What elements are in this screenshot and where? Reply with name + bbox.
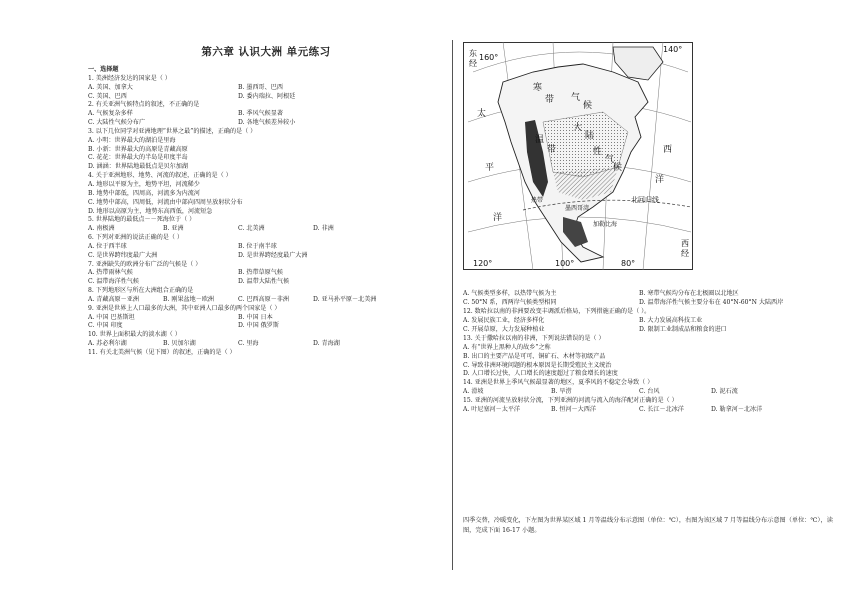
- map-label: 陆: [585, 131, 595, 141]
- answer-option: C. 是世界跨纬度最广大洲: [88, 251, 158, 259]
- question-line: [463, 351, 835, 360]
- answer-option: D. 非洲: [313, 225, 334, 233]
- answer-option: C. 巴西高原－非洲: [238, 295, 289, 303]
- question-line: [88, 303, 444, 312]
- question-text: C. 地势中部高，四周低，河流由中部向四周呈放射状分布: [88, 198, 243, 206]
- right-column: [463, 288, 835, 413]
- question-line: [463, 306, 835, 315]
- question-text: 10. 世界上面积最大的淡水湖（ ）: [88, 331, 181, 339]
- map-label: 大: [573, 123, 583, 133]
- question-line: [88, 99, 444, 108]
- question-text: 9. 亚洲是世界上人口最多的大洲，其中亚洲人口最多的两个国家是（ ）: [88, 304, 281, 312]
- answer-option: C. 长江－北冰洋: [639, 406, 684, 414]
- answer-option: C. 温带海洋性气候: [88, 278, 139, 286]
- answer-option: D. 泥石流: [711, 388, 738, 396]
- question-text: 7. 亚洲缺失的欧洲分布广泛的气候是（ ）: [88, 260, 202, 268]
- question-line: [88, 259, 444, 268]
- map-label: 140°: [663, 45, 683, 54]
- question-line: [88, 73, 444, 82]
- question-text: 12. 数哈拉以南的非洲要改变丰调派后格局，下列措施正确的是（ ）。: [463, 307, 651, 315]
- question-line: [88, 135, 444, 144]
- question-text: A. 地形以平原为主，地势平坦，河流稀少: [88, 180, 200, 188]
- map-label: 加勒比海: [593, 221, 618, 228]
- answer-option: C. 开展草原，大力发展种植业: [463, 325, 545, 333]
- map-label: 西: [681, 239, 689, 248]
- question-line: [88, 161, 444, 170]
- question-line: [463, 386, 835, 395]
- map-label: 洋: [655, 175, 665, 185]
- question-text: 5. 世界陆地的最低点－－死海位于（ ）: [88, 216, 196, 224]
- answer-option: A. 中国 巴基斯坦: [88, 313, 135, 321]
- question-line: [88, 267, 444, 276]
- question-text: A. 有“世界上黑种人的故乡”之称: [463, 343, 551, 351]
- answer-option: D. 青海湖: [313, 340, 340, 348]
- answer-option: A. 南极洲: [88, 225, 115, 233]
- question-line: [88, 214, 444, 223]
- question-line: [88, 82, 444, 91]
- answer-option: B. 大力发展高科技工业: [639, 316, 703, 324]
- question-line: [88, 206, 444, 215]
- map-label: 候: [583, 101, 593, 111]
- question-text: B. 小新：世界最大的高原是青藏高原: [88, 145, 188, 153]
- map-label: 西: [663, 145, 673, 155]
- answer-option: A. 热带雨林气候: [88, 269, 133, 277]
- question-line: [88, 197, 444, 206]
- question-text: 6. 下列对亚洲的说法正确的是（ ）: [88, 234, 184, 242]
- question-text: 2. 有关亚洲气候特点的叙述，不正确的是: [88, 101, 200, 109]
- answer-option: D. 温带大陆性气候: [238, 278, 290, 286]
- answer-option: A. 气候类型多样，以热带气候为主: [463, 290, 557, 297]
- map-label: 太: [477, 109, 487, 119]
- map-label: 洋: [493, 213, 503, 223]
- left-column: [88, 64, 444, 356]
- question-text: C. 花花：世界最大的半岛是印度半岛: [88, 154, 188, 162]
- question-line: [88, 223, 444, 232]
- question-line: [88, 152, 444, 161]
- map-label: 经: [469, 59, 477, 68]
- answer-option: A. 美国、加拿大: [88, 83, 133, 91]
- question-text: 14. 亚洲是世界上季风气候最显著的地区，夏季风的不稳定会导致（ ）: [463, 379, 654, 387]
- answer-option: B. 刚果盆地－欧洲: [163, 295, 215, 303]
- answer-option: C. 美国、巴西: [88, 92, 127, 100]
- answer-option: B. 亚洲: [163, 225, 184, 233]
- answer-option: D. 委内瑞拉、阿根廷: [238, 92, 296, 100]
- question-line: [88, 170, 444, 179]
- question-text: C. 导致非洲环境问题的根本原因是长期受殖民主义统治: [463, 361, 612, 369]
- question-line: [88, 285, 444, 294]
- answer-option: B. 热带草原气候: [238, 269, 283, 277]
- answer-option: B. 旱涝: [551, 388, 572, 396]
- map-label: 东: [469, 49, 477, 58]
- answer-option: A. 苏必利尔湖: [88, 340, 127, 348]
- map-label: 平: [485, 163, 495, 173]
- question-line: [463, 324, 835, 333]
- question-line: [88, 329, 444, 338]
- question-line: [463, 360, 835, 369]
- answer-option: C. 台风: [639, 388, 660, 396]
- question-text: D. 涵涵：世界陆地最低点是贝尔加湖: [88, 163, 188, 171]
- question-line: [463, 342, 835, 351]
- question-line: [88, 320, 444, 329]
- map-label: 寒: [533, 83, 543, 93]
- answer-option: D. 是世界跨经度最广大洲: [238, 251, 308, 259]
- question-line: [88, 347, 444, 356]
- answer-option: C. 50°N 系，西两岸气候类型相同: [463, 298, 557, 306]
- answer-option: D. 亚马孙平原－北美洲: [313, 295, 377, 303]
- map-label: 墨西哥湾: [565, 205, 590, 212]
- answer-option: D. 勒拿河－北冰洋: [711, 406, 763, 414]
- answer-option: B. 墨西哥、巴西: [238, 83, 283, 91]
- answer-option: A. 叶尼塞河－太平洋: [463, 406, 521, 414]
- answer-option: A. 气候复杂多样: [88, 110, 133, 118]
- question-line: [88, 250, 444, 259]
- question-line: [463, 288, 835, 297]
- map-label: 性: [593, 147, 603, 157]
- question-line: [88, 126, 444, 135]
- question-text: 3. 以下几位同学对亚洲地理“世界之最”的描述，正确的是（ ）: [88, 127, 257, 135]
- map-label: 带: [547, 145, 557, 155]
- map-label: 气: [571, 93, 581, 103]
- section-heading: [88, 64, 444, 73]
- question-text: 13. 关于撒哈拉以南的非洲，下列说法错误的是（ ）: [463, 334, 605, 342]
- answer-option: A. 位于西半球: [88, 242, 127, 250]
- answer-option: B. 恒河－大西洋: [551, 406, 596, 414]
- answer-option: D. 各地气候差异较小: [238, 119, 296, 127]
- question-text: 15. 亚洲的河流呈放射状分流，下列亚洲的河流与流入的海洋配对正确的是（ ）: [463, 397, 678, 405]
- map-label: 带: [545, 95, 555, 105]
- question-text: 4. 关于亚洲地形、地势、河流的叙述，正确的是（ ）: [88, 172, 232, 180]
- question-line: [463, 377, 835, 386]
- map-label: 候: [613, 163, 623, 173]
- answer-option: D. 温带海洋性气候主要分布在 40°N-60°N 大陆西岸: [639, 298, 784, 306]
- page-title: 第六章 认识大洲 单元练习: [201, 46, 331, 58]
- question-line: [88, 188, 444, 197]
- map-label: 160°: [479, 53, 499, 62]
- answer-option: D. 限制工业制成品和粮食的进口: [639, 325, 727, 333]
- answer-option: C. 大陆性气候分布广: [88, 119, 146, 127]
- question-line: [88, 108, 444, 117]
- question-line: [463, 333, 835, 342]
- question-line: [463, 395, 835, 404]
- question-line: [88, 144, 444, 153]
- question-line: [88, 91, 444, 100]
- question-text: B. 地势中部低，四周高，河流多为内流河: [88, 189, 200, 197]
- answer-option: B. 中国 日本: [238, 313, 273, 321]
- map-label: 北回归线: [631, 196, 659, 204]
- question-line: [463, 297, 835, 306]
- map-label: 气: [605, 155, 615, 165]
- answer-option: D. 中国 俄罗斯: [238, 322, 279, 330]
- answer-option: B. 寒带气候均分布在北极圈以北地区: [639, 290, 739, 297]
- map-label: 80°: [621, 259, 636, 268]
- question-line: [88, 179, 444, 188]
- map-label: 120°: [473, 259, 493, 268]
- question-line: [463, 368, 835, 377]
- answer-option: B. 贝加尔湖: [163, 340, 196, 348]
- question-text: A. 小明：世界最大的湖泊是里海: [88, 136, 176, 144]
- question-text: D. 地形以高原为主，地势东高西低，河流短急: [88, 207, 213, 215]
- answer-option: C. 中国 印度: [88, 322, 123, 330]
- question-line: [88, 117, 444, 126]
- question-text: 8. 下列地形区与所在大洲组合正确的是: [88, 287, 194, 295]
- answer-option: C. 北美洲: [238, 225, 265, 233]
- map-label: 经: [681, 249, 689, 258]
- answer-option: B. 季风气候显著: [238, 110, 283, 118]
- map-label: 温: [535, 135, 545, 145]
- column-divider: [452, 40, 453, 570]
- question-text: D. 人口增长过快，人口增长的速度超过了粮食增长的速度: [463, 370, 618, 378]
- question-line: [88, 338, 444, 347]
- answer-option: B. 位于南半球: [238, 242, 277, 250]
- question-line: [463, 404, 835, 413]
- map-label: 100°: [555, 259, 575, 268]
- answer-option: A. 滑坡: [463, 388, 484, 396]
- question-line: [88, 294, 444, 303]
- answer-option: C. 里海: [238, 340, 259, 348]
- section-title: 一、选择题: [88, 66, 119, 73]
- question-line: [88, 312, 444, 321]
- question-text: 11. 有关北美洲气候（见下图）的叙述，正确的是（ ）: [88, 349, 236, 356]
- question-text: 1. 美洲经济发达的国家是（ ）: [88, 74, 171, 82]
- answer-option: A. 发展民族工业，经济多样化: [463, 316, 545, 324]
- question-text: B. 出口的主要产品是可可、铜矿石、木材等初级产品: [463, 352, 606, 360]
- question-line: [88, 232, 444, 241]
- question-line: [463, 315, 835, 324]
- question-intro-paragraph: 四季交替，冷暖变化，下左图为世界某区域 1 月等温线分布示意图（单位：℃），右图为该区域 7 月等温线分布示意图（单位：℃），读图，完成下面 16-17 小题。: [463, 517, 833, 534]
- answer-option: A. 青藏高原－亚洲: [88, 295, 139, 303]
- question-line: [88, 276, 444, 285]
- question-line: [88, 241, 444, 250]
- north-america-climate-map: [463, 42, 693, 270]
- map-label: 热带: [531, 197, 544, 204]
